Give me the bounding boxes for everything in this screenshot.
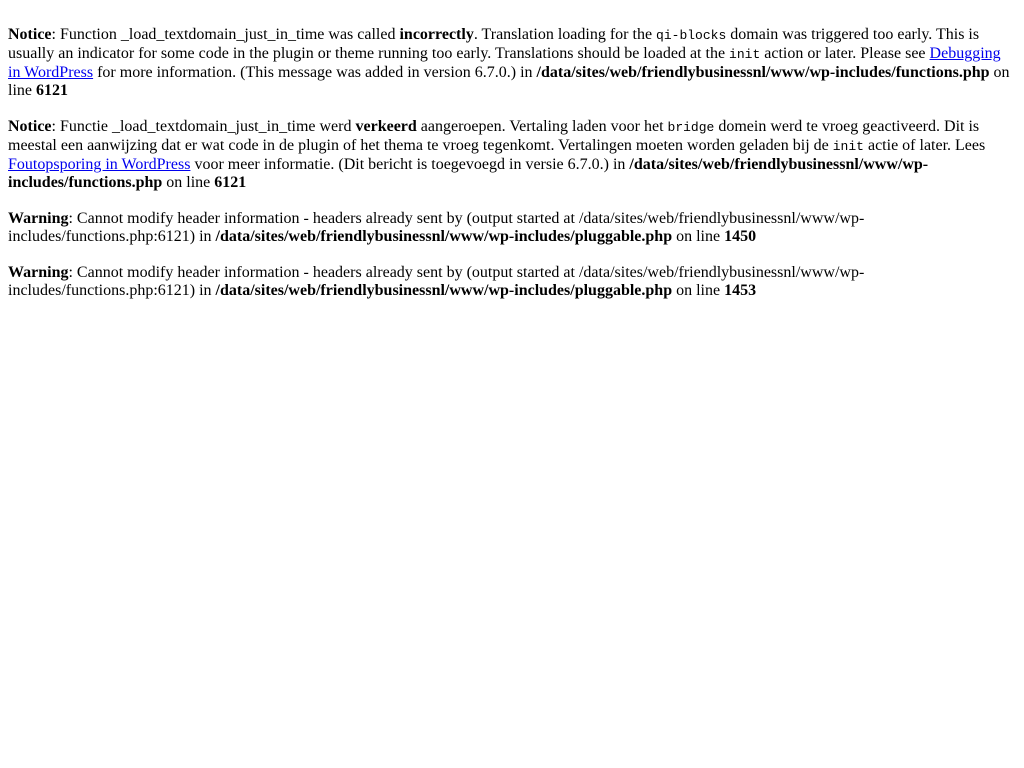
message-text: : Function _load_textdomain_just_in_time was called [51,26,400,43]
message-label: Notice [8,26,52,43]
hook-code: init [832,139,864,154]
notice-message-2 [8,118,1016,192]
message-text: : Functie _load_textdomain_just_in_time werd [51,118,356,135]
message-text: action or later. Please see [760,45,930,62]
debugging-link[interactable]: Foutopsporing in WordPress [8,156,191,173]
message-text: domain was triggered too early. This is usually an indicator for some code in the plugin or theme running too early. Translations should be loaded at the [8,26,980,62]
message-text: . Translation loading for the [473,26,657,43]
message-text: on line [672,228,725,245]
message-text: on line [162,174,215,191]
message-text: voor meer informatie. (Dit bericht is toegevoegd in versie 6.7.0.) in [190,156,630,173]
debugging-link[interactable]: Debugging in WordPress [8,45,1001,81]
message-text: : Cannot modify header information - headers already sent by (output started at /data/sites/web/friendlybusinessnl/www/wp-includes/functions.php:6121) in [8,264,865,299]
message-text: domein werd te vroeg geactiveerd. Dit is meestal een aanwijzing dat er wat code in de plugin of het thema te vroeg tegenkomt. Vertalingen moeten worden geladen bij de [8,118,980,154]
warning-message-1 [8,210,1016,246]
domain-code: qi-blocks [656,28,727,43]
php-error-page [0,0,1024,300]
file-path: /data/sites/web/friendlybusinessnl/www/wp-includes/functions.php [8,156,929,191]
message-text: actie of later. Lees [863,137,986,154]
message-label: Warning [8,264,69,281]
message-text: for more information. (This message was added in version 6.7.0.) in [93,64,537,81]
line-number: 1453 [724,282,757,299]
line-number: 6121 [214,174,247,191]
warning-message-2 [8,264,1016,300]
line-number: 6121 [36,82,68,99]
hook-code: init [729,47,761,62]
message-text: aangeroepen. Vertaling laden voor het [416,118,668,135]
file-path: /data/sites/web/friendlybusinessnl/www/wp-includes/pluggable.php [215,282,673,299]
message-emphasis: verkeerd [355,118,417,135]
file-path: /data/sites/web/friendlybusinessnl/www/wp-includes/pluggable.php [215,228,673,245]
message-text: on line [672,282,725,299]
message-text: on line [8,64,1010,99]
file-path: /data/sites/web/friendlybusinessnl/www/wp-includes/functions.php [536,64,990,81]
notice-message-1 [8,26,1016,100]
message-text: : Cannot modify header information - headers already sent by (output started at /data/sites/web/friendlybusinessnl/www/wp-includes/functions.php:6121) in [8,210,865,245]
message-emphasis: incorrectly [399,26,474,43]
message-label: Notice [8,118,52,135]
message-label: Warning [8,210,69,227]
domain-code: bridge [667,120,715,135]
line-number: 1450 [724,228,757,245]
